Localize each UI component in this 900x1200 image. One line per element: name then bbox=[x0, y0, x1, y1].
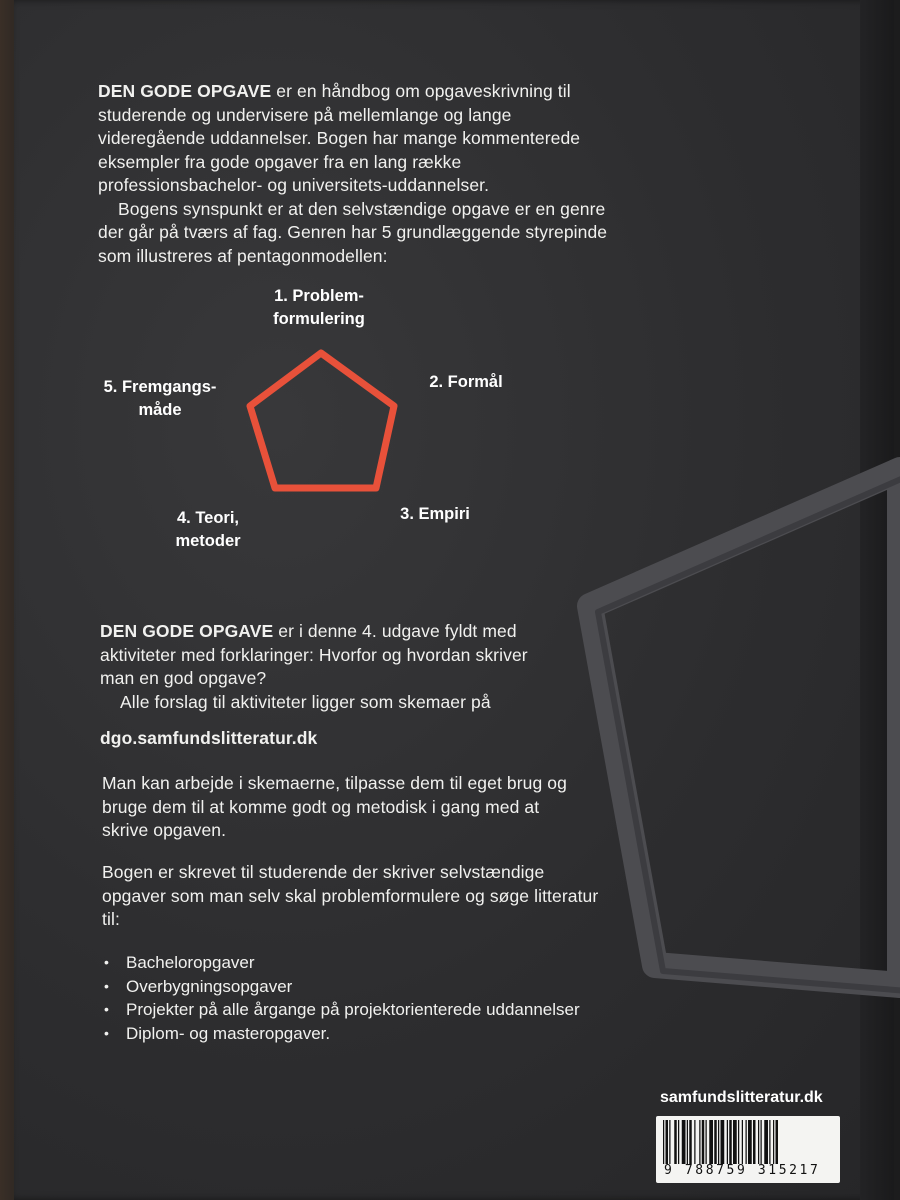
bullet-icon: • bbox=[104, 954, 109, 970]
pentagon-label-teori-metoder bbox=[118, 507, 298, 553]
barcode-bar bbox=[663, 1120, 664, 1164]
edition-paragraph-2: Alle forslag til aktiviteter ligger som skemaer på bbox=[120, 691, 491, 712]
list-item-text: Overbygningsopgaver bbox=[126, 976, 293, 996]
barcode-bar bbox=[706, 1120, 707, 1164]
barcode-bar bbox=[709, 1120, 713, 1164]
barcode-bar bbox=[689, 1120, 692, 1164]
barcode-bar bbox=[718, 1120, 719, 1164]
label-line: 4. Teori, bbox=[176, 509, 240, 527]
worksheet-paragraph: Man kan arbejde i skemaerne, tilpasse dem til eget brug og bruge dem til at komme godt og metodisk i gang med at skrive opgaven. bbox=[102, 773, 567, 840]
label-line: 5. Fremgangs- bbox=[103, 378, 217, 396]
list-item bbox=[100, 975, 580, 999]
barcode-bar bbox=[727, 1120, 728, 1164]
barcode-bar bbox=[746, 1120, 747, 1164]
barcode-bar bbox=[721, 1120, 725, 1164]
assignment-types-list bbox=[100, 951, 580, 1045]
barcode-bar bbox=[748, 1120, 752, 1164]
barcode-bar bbox=[753, 1120, 756, 1164]
list-item bbox=[100, 998, 580, 1022]
label-line: 2. Formål bbox=[429, 373, 503, 391]
barcode-bar bbox=[764, 1120, 768, 1164]
label-line: måde bbox=[138, 401, 182, 419]
barcode-bar bbox=[699, 1120, 700, 1164]
barcode-bar bbox=[733, 1120, 737, 1164]
barcode-bar bbox=[769, 1120, 770, 1164]
barcode-bar bbox=[714, 1120, 717, 1164]
audience-paragraph: Bogen er skrevet til studerende der skriver selvstændige opgaver som man selv skal problemformulere og søge litteratur til: bbox=[102, 862, 599, 929]
list-item-text: Diplom- og masteropgaver. bbox=[126, 1023, 331, 1043]
barcode-bar bbox=[678, 1120, 679, 1164]
barcode-bar bbox=[738, 1120, 739, 1164]
barcode-bar bbox=[666, 1120, 669, 1164]
barcode-bar bbox=[776, 1120, 779, 1164]
barcode-bars bbox=[662, 1120, 834, 1164]
pentagon-shape bbox=[250, 353, 394, 488]
website-url: dgo.samfundslitteratur.dk bbox=[100, 728, 318, 748]
bullet-icon: • bbox=[104, 977, 109, 994]
barcode-bar bbox=[669, 1120, 670, 1164]
barcode-bar bbox=[742, 1120, 743, 1164]
list-item bbox=[100, 951, 580, 975]
intro-paragraph-1: er en håndbog om opgaveskrivning til studerende og undervisere på mellemlange og lange videregående uddannelser. Bogen har mange kommenterede eksempler fra gode opgaver fra en lang række professionsbachelor- og universitets-uddannelser. bbox=[98, 81, 581, 195]
barcode-bar bbox=[694, 1120, 695, 1164]
brand-name: DEN GODE OPGAVE bbox=[98, 81, 272, 101]
list-item-text: Bacheloropgaver bbox=[126, 953, 255, 972]
isbn-number: 9 788759 315217 bbox=[664, 1163, 821, 1178]
label-line: metoder bbox=[175, 532, 241, 550]
list-item bbox=[100, 1022, 580, 1046]
label-line: formulering bbox=[273, 310, 365, 328]
barcode-bar bbox=[773, 1120, 774, 1164]
barcode-bar bbox=[761, 1120, 762, 1164]
barcode-bar bbox=[687, 1120, 688, 1164]
label-line: 3. Empiri bbox=[400, 505, 470, 523]
barcode-bar bbox=[729, 1120, 732, 1164]
publisher-url: samfundslitteratur.dk bbox=[660, 1089, 823, 1106]
bullet-icon: • bbox=[104, 1001, 109, 1017]
brand-name: DEN GODE OPGAVE bbox=[100, 621, 274, 641]
label-line: 1. Problem- bbox=[274, 287, 364, 305]
list-item-text: Projekter på alle årgange på projektorienterede uddannelser bbox=[126, 1000, 580, 1019]
pentagon-label-problemformulering bbox=[229, 285, 409, 331]
barcode-bar bbox=[758, 1120, 759, 1164]
barcode-bar bbox=[702, 1120, 705, 1164]
barcode-bar bbox=[674, 1120, 677, 1164]
edition-text bbox=[100, 620, 560, 714]
bullet-icon: • bbox=[104, 1024, 109, 1041]
edition-paragraph-1: er i denne 4. udgave fyldt med aktiviteter med forklaringer: Hvorfor og hvordan skriver man en god opgave? bbox=[100, 621, 528, 688]
pentagon-label-empiri bbox=[345, 503, 525, 526]
pentagon-label-formaal bbox=[376, 371, 556, 394]
barcode bbox=[656, 1116, 840, 1183]
pentagon-label-fremgangsmaade bbox=[70, 376, 250, 422]
intro-paragraph-2: Bogens synspunkt er at den selvstændige opgave er en genre der går på tværs af fag. Genren har 5 grundlæggende styrepinde som illustreres af pentagonmodellen: bbox=[98, 198, 608, 266]
barcode-bar bbox=[682, 1120, 686, 1164]
